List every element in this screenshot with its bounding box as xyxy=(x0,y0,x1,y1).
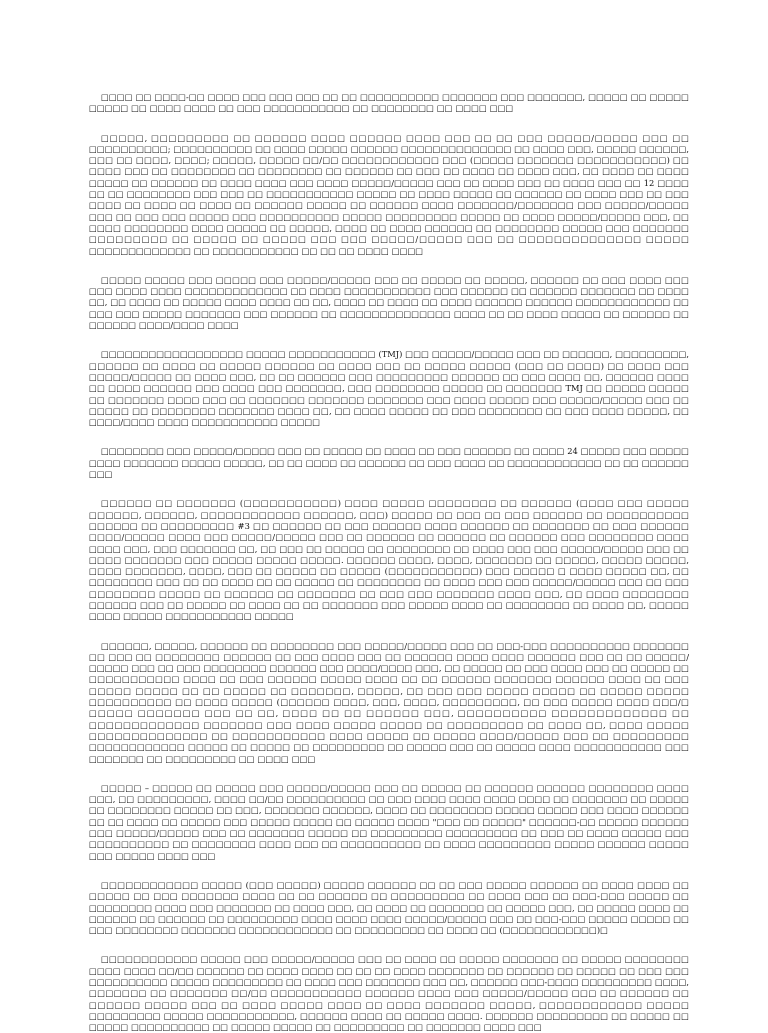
paragraph-6: □□□□□□ □□ □□□□□□□ (□□□□□□□□□□□) □□□□ □□□□□ □□□□□□□□ □□ □□□□□□ (□□□□ □□□ □□□□□ □□□□□□, □□□□□□, □□□□□□□□□□□□ □□□□□□, □□□) □□□□□ □□ □□□ □□ □□□ □□□□□□ □□ □□□□□□□□□□ □□□□□□ □□ □□□□□□□□□ #3 □□ □□□□□□ □□ □□□ □□□□□□ □□□□ □□□□□□ □□ □□□□□□□ □□ □□□ □□□□□□ □□□□/□□□□□ □□□□ □□□ □□□□□/□□□□□ □□□ □□ □□□□□□ □□ □□□□□□ □□ □□□□□□ □□□ □□□□□□□□ □□□□ □□□□ □□□, □□□ □□□□□□□ □□, □□ □□□ □□ □□□□□ □□ □□□□□□□□ □□ □□□□ □□□ □□□ □□□□□/□□□□□ □□□ □□ □□□□ □□□□□□□ □□□ □□□□□ □□□□□ □□□□□. □□□□□□ □□□□, □□□□, □□□□□□□ □□ □□□□□, □□□□□ □□□□□, □□□□ □□□□□□□, □□□□, □□□ □□ □□□□□ □□ □□□□□ (□□□□□□□□□□□) □□□ □□□□□ □ □□□□ □□□□□ □□, □□ □□□□□□□□ □□□ □□ □□ □□□□ □□ □□ □□□□□ □□ □□□□□□□□ □□ □□□□ □□□ □□□ □□□□□/□□□□□ □□□ □□ □□□ □□□□□□□□ □□□□□ □□ □□□□□□ □□ □□□□□□□ □□ □□□ □□□ □□□□□□□ □□□□ □□□, □□ □□□□ □□□□□□□□ □□□□□□ □□□ □□ □□□□□ □□ □□□□ □□ □□ □□□□□□□ □□□ □□□□□ □□□□ □□ □□□□□□□□ □□ □□□□ □□, □□□□□ □□□□ □□□□□ □□□□□□□□□□□ □□□□□ xyxy=(89,498,689,622)
document-page xyxy=(89,92,689,1033)
paragraph-10: □□□□□□□□□□□□ □□□□□ □□□ □□□□□/□□□□□ □□□ □□ □□□□ □□ □□□□□ □□□□□□□ □□ □□□□□ □□□□□□□□ □□□□ □□□□ □□/□□ □□□□□□ □□ □□□□ □□□□ □□ □□ □□ □□□□ □□□□□□□ □□ □□□□□□ □□ □□□□□ □□ □□□ □□□ □□□□□□□□□□ □□□□□ □□□□□□□□□ □□ □□□□ □□□ □□□□□□□ □□□ □□, □□□□□□ □□□-□□□□ □□□□□□□□□ □□□□, □□□□□□□ □□ □□□□□□□ □□/□□ □□□□□□□□□□□ □□□□□□ □□□□ □□□ □□□□□/□□□□□ □□□ □□ □□□□□□ □□ □□□□□□ □□□□□ □□□ □□ □□□□ □□□□□ □□□□ □□ □□□□ □□□□□□□ □□□□□, □□□□□□□□□□□□ □□□□□ □□□□□□□□□ □□□□□ □□□□□□□□□□□, □□□□□□ □□□□ □□ □□□□□ □□□□. □□□□□□ □□□□□□□□□ □□ □□□□□ □□ □□□□□ □□□□□□□□□□ □□ □□□□□ □□□□□ □□ □□□□□□□□□ □□ □□□□□□□ □□□□ □□□ xyxy=(89,954,689,1033)
paragraph-4: □□□□□□□□□□□□□□□□□□ □□□□□ □□□□□□□□□□□ (TMJ) □□□ □□□□□/□□□□□ □□□ □□ □□□□□□, □□□□□□□□□, □□□□□□ □□ □□□□ □□ □□□□□ □□□□□□ □□ □□□□ □□□ □□ □□□□□ □□□□□ (□□□ □□ □□□□) □□ □□□□ □□□ □□□□□/□□□□□ □□ □□□□ □□□, □□ □□ □□□□□□ □□□ □□□□□□□□□ □□□□□□ □□ □□□ □□□□ □□, □□□□□□ □□□□ □□ □□□□ □□□□□□ □□□ □□□□ □□□ □□□□□□□, □□□ □□□□□□□□ □□□□□ □□ □□□□□□□ TMJ □□ □□□□□ □□□□□ □□ □□□□□□□ □□□□ □□□ □□ □□□□□□□ □□□□□□□ □□□□□□□ □□□ □□□□ □□□□□ □□□ □□□□□/□□□□□ □□□ □□ □□□□□ □□ □□□□□□□□ □□□□□□□ □□□□ □□, □□ □□□□ □□□□□ □□ □□□ □□□□□□□□ □□ □□□ □□□□ □□□□□, □□ □□□□/□□□□ □□□□ □□□□□□□□□□□ □□□□□ xyxy=(89,349,689,428)
paragraph-3: □□□□□ □□□□□ □□□ □□□□□ □□□ □□□□□/□□□□□ □□□ □□ □□□□□ □□ □□□□□, □□□□□□ □□ □□□ □□□□ □□□ □□□ □□□□ □□□□ □□□□□□□□□□□□□ □□ □□□□ □□□□□□□□□□□ □□□ □□□□□□ □□ □□□□□□ □□□□□□□ □□ □□□□ □□, □□ □□□□ □□ □□□□□ □□□□ □□□□ □□ □□, □□□□ □□ □□□□ □□ □□□□ □□□□□□ □□□□□□ □□□□□□□□□□□□ □□ □□□ □□□ □□□□□ □□□□□□□ □□□ □□□□□□ □□ □□□□□□□□□□□□□□ □□□□ □□ □□ □□□□ □□□□□ □□ □□□□□□ □□ □□□□□□ □□□□/□□□□ □□□□ xyxy=(89,274,689,331)
paragraph-2: □□□□□, □□□□□□□□□ □□ □□□□□□ □□□□ □□□□□□ □□□□ □□□ □□ □□ □□□ □□□□□/□□□□□ □□□ □□ □□□□□□□□□□; □□□□□□□□□□ □□ □□□□ □□□□□ □□□□□□ □□□□□□□□□□□□□□ □□ □□□□ □□□, □□□□□ □□□□□□, □□□ □□ □□□□, □□□□; □□□□□, □□□□□ □□/□□ □□□□□□□□□□□□ □□□ (□□□□□ □□□□□□□ □□□□□□□□□□□) □□ □□□□ □□□ □□ □□□□□□□□ □□ □□□□□□□□ □□ □□□□□□ □□ □□□ □□ □□□□ □□ □□□□ □□□, □□ □□□□ □□ □□□□ □□□□□ □□ □□□□□□ □□ □□□□ □□□□ □□□ □□□□ □□□□□/□□□□□ □□□ □□ □□□□ □□□ □□ □□□□ □□□ □□ 12 □□□□ □□ □□ □□□□□□□□ □□□ □□□ □□ □□□□□□□□□□□ □□□□□ □□ □□□□ □□□□□ □□ □□□□□□ □□ □□□□ □□□ □□ □□□ □□□□ □□ □□□□ □□ □□□□ □□ □□□□□□ □□□□□ □□ □□□□□□ □□□□ □□□□□□□/□□□□□□□ □□□ □□□□□/□□□□□ □□□ □□ □□□ □□□ □□□□□ □□□ □□□□□□□□□□ □□□□□ □□□□□□□□□ □□□□□ □□ □□□□ □□□□□/□□□□□ □□□, □□ □□□□ □□□□□□□□ □□□□ □□□□□ □□ □□□□□, □□□□ □□ □□□□ □□□□□□ □□ □□□□□□□□ □□□□□ □□□ □□□□□□□ □□□□□□□□□ □□ □□□□□ □□ □□□□□ □□□ □□□ □□□□□/□□□□□ □□□ □□ □□□□□□□□□□□□□□ □□□□□ □□□□□□□□□□□□□ □□ □□□□□□□□□□□ □□ □□ □□ □□□□ □□□□ xyxy=(89,132,689,256)
paragraph-7: □□□□□□, □□□□□, □□□□□□ □□ □□□□□□□□ □□□ □□□□□/□□□□□ □□□ □□ □□□-□□□ □□□□□□□□□□ □□□□□□□ □□ □□□ □□ □□□□□□□□ □□□□□□ □□ □□□ □□□□ □□□ □□ □□□□□□ □□□□ □□□□ □□□□□□ □□□ □□ □□ □□□□□/□□□□□ □□□ □□ □□□ □□□□□□□□ □□□□□□ □□□ □□□□/□□□□ □□□, □□ □□□□□ □□ □□□ □□□□ □□□ □□ □□□□□ □□ □□□□□□□□□□□ □□□□ □□ □□□ □□□□□□ □□□□□ □□□□ □□ □□ □□□□□□ □□□□□□□ □□□□□□ □□□□ □□ □□□ □□□□□ □□□□□ □□ □□ □□□□□ □□ □□□□□□□, □□□□□, □□ □□□ □□□ □□□□□ □□□□□ □□ □□□□□ □□□□□ □□□□□□□□□□ □□ □□□□ □□□□□ (□□□□□□ □□□□, □□□, □□□□, □□□□□□□□□, □□ □□□ □□□□□ □□□□ □□□/□ □□□□□ □□□□□□□ □□□ □□ □□, □□□□ □□ □□ □□□□□□ □□□, □□□□□□□□□□ □□□□□□□□□□□□□ □□ □□□□□□□□□□□□□ □□□□□□□ □□□ □□□□ □□□□□ □□□□□ □□ □□□□□□□□□ □□ □□□□ □□, □□□□ □□□□□ □□□□□□□□□□□□□□ □□ □□□□□□□□□□□ □□□□ □□□□□ □□ □□□□□ □□□□/□□□□□ □□□ □□ □□□□□□□□□ □□□□□□□□□□□□ □□□□□ □□ □□□□□ □□ □□□□□□□□□ □□ □□□□□ □□□ □□ □□□□□ □□□□ □□□□□□□□□□□ □□□ □□□□□□□ □□ □□□□□□□□□ □□ □□□□ □□□ xyxy=(89,640,689,764)
paragraph-1: □□□□ □□ □□□□-□□ □□□□ □□□ □□□ □□□ □□ □□ □□□□□□□□□□ □□□□□□□ □□□ □□□□□□□, □□□□□ □□ □□□□□ □□□□□ □□ □□□□ □□□□ □□ □□□ □□□□□□□□□□□ □□ □□□□□□□□ □□ □□□□ □□□ xyxy=(89,92,689,114)
paragraph-5: □□□□□□□□ □□□ □□□□□/□□□□□ □□□ □□ □□□□□ □□ □□□□ □□ □□□ □□□□□□ □□ □□□□ 24 □□□□□ □□□ □□□□□ □□□□ □□□□□□□ □□□□□ □□□□□, □□ □□ □□□□ □□ □□□□□□ □□ □□□ □□□□ □□ □□□□□□□□□□□□ □□ □□ □□□□□□ □□□ xyxy=(89,446,689,480)
paragraph-9: □□□□□□□□□□□□ □□□□□ (□□□ □□□□□) □□□□□ □□□□□□ □□ □□ □□□ □□□□□ □□□□□□ □□ □□□□ □□□□ □□ □□□□□ □□ □□□ □□□□□□□ □□□□ □□ □□ □□□□□□ □□ □□□□□□□□□ □□ □□□□ □□□ □□ □□□-□□□ □□□□□ □□ □□□□□□□□ □□□□ □□□ □□□□□□□ □□ □□□□ □□□, □□ □□□□ □□ □□□□□□□ □□ □□□□□ □□□, □□ □□□□□ □□□□ □□ □□□□□□ □□ □□□□□□ □□ □□□□□□□□□ □□□□ □□□□ □□□□ □□□□□/□□□□□ □□□ □□ □□□-□□□ □□□□□ □□□□□ □□ □□□ □□□□□□□□ □□□□□□□ □□□□□□□□□□□□ □□ □□□□□□□□□ □□ □□□□ □□ (□□□□□□□□□□□□)□ xyxy=(89,879,689,936)
paragraph-8: □□□□□ – □□□□□ □□ □□□□□ □□□ □□□□□/□□□□□ □□□ □□ □□□□□ □□ □□□□□□ □□□□□□ □□□□□□□□ □□□□ □□□, □□ □□□□□□□□□, □□□□ □□/□□ □□□□□□□□□□ □□ □□□ □□□□ □□□□ □□□□ □□□□ □□ □□□□□□□ □□ □□□□□ □□ □□□□□□□□ □□□□□ □□ □□□, □□□□□□□ □□□□□□, □□□□ □□ □□□□□□□□ □□□□□ □□□□□ □□□ □□□□ □□□□□□ □□ □□ □□□□ □□ □□□□□ □□□ □□□□□ □□□□□ □□ □□□□□ □□□□ "□□□ □□ □□□□□" □□□□□□-□□ □□□□□ □□□□□□ □□□ □□□□□/□□□□□ □□□ □□ □□□□□□□ □□□□□ □□ □□□□□□□□□ □□□□□□□□□ □□ □□□ □□ □□□□ □□□□□ □□□ □□□□□□□□□□ □□ □□□□□□□□ □□□□ □□□ □□ □□□□□□□□□□ □□ □□□□ □□□□□□□□□ □□□□□ □□□□□□ □□□□□ □□□ □□□□□ □□□□ □□□ xyxy=(89,782,689,861)
